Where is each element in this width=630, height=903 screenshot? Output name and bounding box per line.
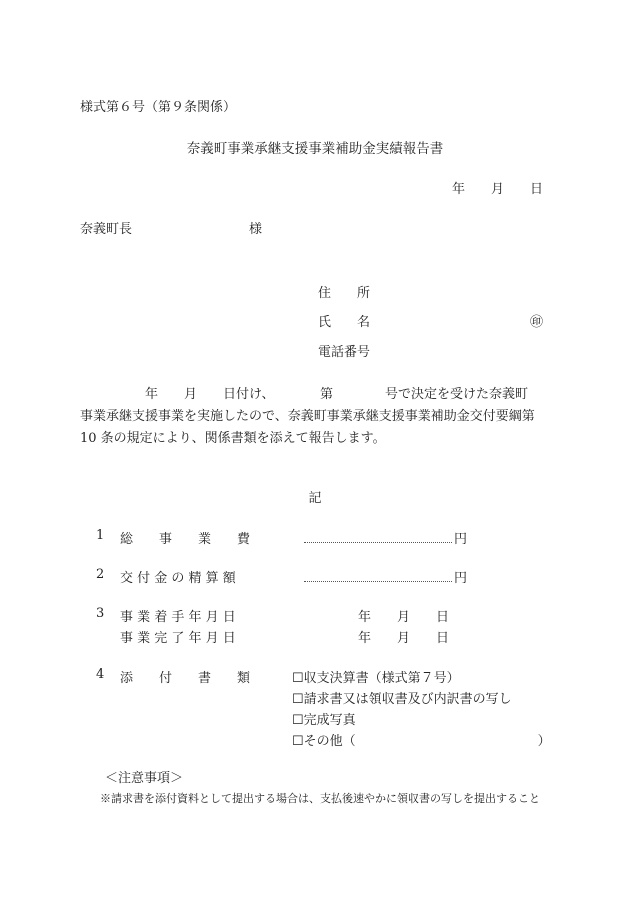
item-4-number: 4 bbox=[96, 667, 105, 682]
ki-heading: 記 bbox=[308, 491, 322, 506]
notes-text: ※請求書を添付資料として提出する場合は、支払後速やかに領収書の写しを提出すること bbox=[100, 792, 540, 805]
body-line-2: 事業承継支援事業を実施したので、奈義町事業承継支援事業補助金交付要綱第 bbox=[80, 409, 535, 424]
report-date: 年 月 日 bbox=[452, 182, 544, 197]
item-1-label: 総 事 業 費 bbox=[120, 532, 251, 547]
item-1-number: 1 bbox=[96, 528, 105, 543]
form-number: 様式第６号（第９条関係） bbox=[80, 100, 237, 115]
attachment-checkbox-3[interactable]: ☐完成写真 bbox=[292, 713, 356, 728]
start-date-value[interactable]: 年 月 日 bbox=[358, 610, 450, 625]
body-line-3: 10 条の規定により、関係書類を添えて報告します。 bbox=[80, 431, 386, 446]
yen-unit: 円 bbox=[454, 532, 468, 547]
settlement-dotted-line bbox=[304, 569, 452, 582]
addressee: 奈義町長 様 bbox=[80, 222, 263, 237]
start-date-label: 事 業 着 手 年 月 日 bbox=[120, 610, 236, 625]
document-title: 奈義町事業承継支援事業補助金実績報告書 bbox=[186, 141, 444, 157]
address-label: 住 所 bbox=[318, 286, 371, 301]
item-3-number: 3 bbox=[96, 606, 105, 621]
seal-mark: ㊞ bbox=[530, 315, 544, 330]
end-date-label: 事 業 完 了 年 月 日 bbox=[120, 631, 236, 646]
body-line-1: 年 月 日付け、 第 号で決定を受けた奈義町 bbox=[80, 387, 528, 402]
item-2-label: 交 付 金 の 精 算 額 bbox=[120, 571, 236, 586]
end-date-value[interactable]: 年 月 日 bbox=[358, 631, 450, 646]
total-cost-dotted-line bbox=[304, 530, 452, 543]
notes-heading: ＜注意事項＞ bbox=[105, 771, 184, 786]
name-label: 氏 名 bbox=[318, 315, 371, 330]
yen-unit: 円 bbox=[454, 571, 468, 586]
phone-label: 電話番号 bbox=[318, 345, 371, 360]
report-body bbox=[80, 384, 552, 450]
attachment-checkbox-1[interactable]: ☐収支決算書（様式第７号） bbox=[292, 671, 460, 686]
item-2-number: 2 bbox=[96, 567, 105, 582]
attachment-checkbox-4[interactable]: ☐その他（ ） bbox=[292, 734, 551, 749]
total-cost-field[interactable] bbox=[304, 528, 467, 547]
attachments-label: 添 付 書 類 bbox=[120, 671, 251, 686]
attachment-checkbox-2[interactable]: ☐請求書又は領収書及び内訳書の写し bbox=[292, 692, 512, 707]
settlement-field[interactable] bbox=[304, 567, 467, 586]
